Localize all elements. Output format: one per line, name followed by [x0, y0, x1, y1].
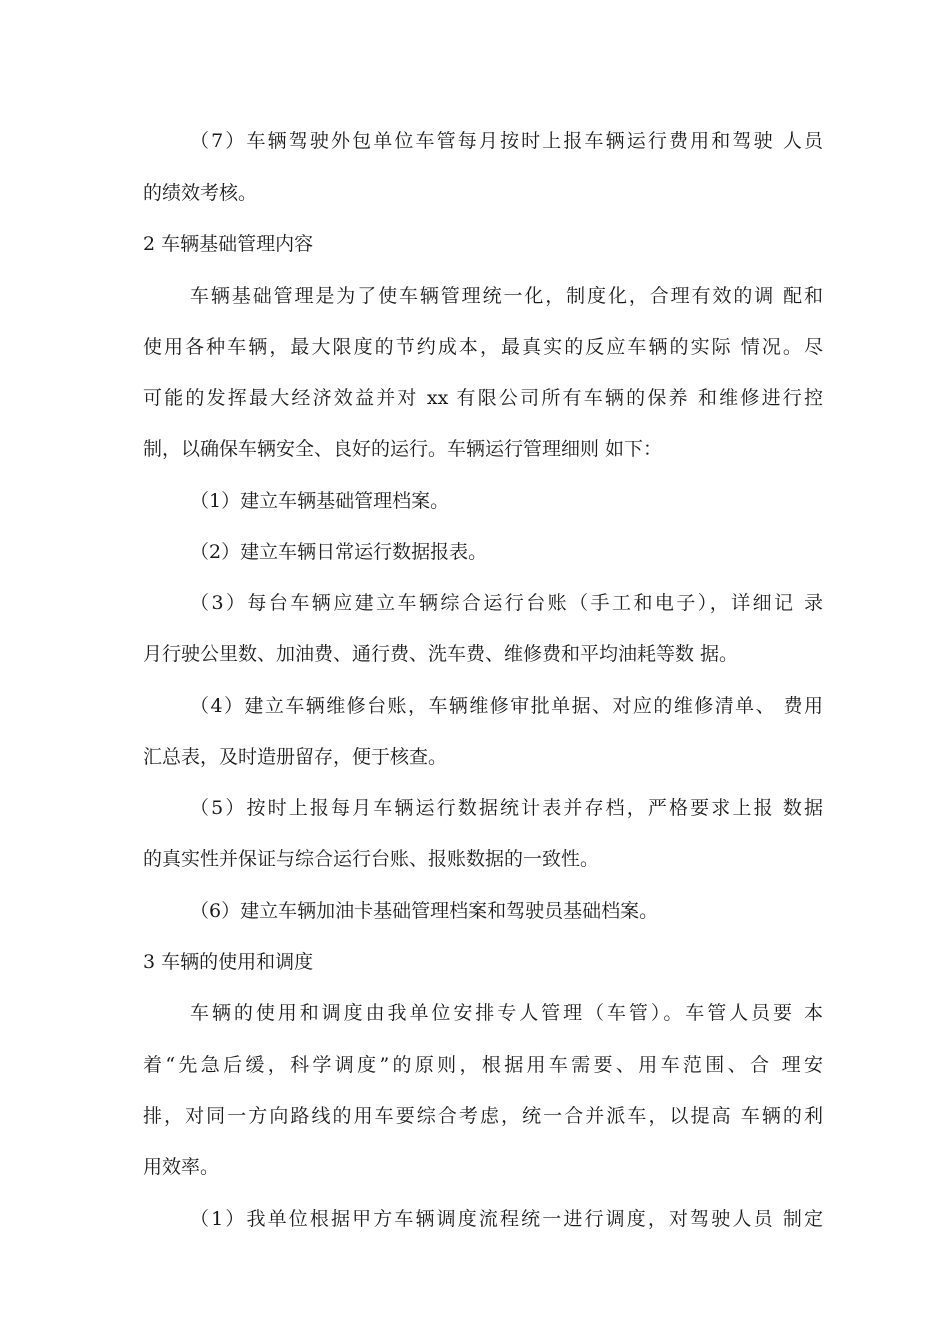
- section-3-para-line-2: 着“先急后缓，科学调度”的原则，根据用车需要、用车范围、合 理安: [143, 1054, 823, 1076]
- section-2-item-6: （6）建立车辆加油卡基础管理档案和驾驶员基础档案。: [190, 900, 659, 922]
- section-3-para-line-3: 排，对同一方向路线的用车要综合考虑，统一合并派车，以提高 车辆的利: [143, 1105, 823, 1127]
- item-7-line-2: 的绩效考核。: [143, 182, 258, 204]
- section-3-item-1-line-1: （1）我单位根据甲方车辆调度流程统一进行调度，对驾驶人员 制定: [190, 1208, 823, 1230]
- section-2-item-5-line-2: 的真实性并保证与综合运行台账、报账数据的一致性。: [143, 848, 600, 870]
- section-2-para-line-4: 制，以确保车辆安全、良好的运行。车辆运行管理细则 如下：: [143, 438, 663, 460]
- section-3-heading: 3 车辆的使用和调度: [143, 951, 314, 973]
- section-2-para-line-3: 可能的发挥最大经济效益并对 xx 有限公司所有车辆的保养 和维修进行控: [143, 387, 823, 409]
- section-2-item-5-line-1: （5）按时上报每月车辆运行数据统计表并存档，严格要求上报 数据: [190, 797, 823, 819]
- section-3-para-line-1: 车辆的使用和调度由我单位安排专人管理（车管）。车管人员要 本: [190, 1002, 823, 1024]
- section-2-item-1: （1）建立车辆基础管理档案。: [190, 490, 450, 512]
- item-7-line-1: （7）车辆驾驶外包单位车管每月按时上报车辆运行费用和驾驶 人员: [190, 130, 823, 152]
- section-2-item-4-line-1: （4）建立车辆维修台账，车辆维修审批单据、对应的维修清单、 费用: [190, 695, 823, 717]
- section-2-para-line-1: 车辆基础管理是为了使车辆管理统一化，制度化，合理有效的调 配和: [190, 285, 823, 307]
- section-2-item-2: （2）建立车辆日常运行数据报表。: [190, 541, 488, 563]
- section-2-heading: 2 车辆基础管理内容: [143, 233, 314, 255]
- section-2-para-line-2: 使用各种车辆，最大限度的节约成本，最真实的反应车辆的实际 情况。尽: [143, 336, 823, 358]
- section-3-para-line-4: 用效率。: [143, 1156, 220, 1178]
- section-2-item-4-line-2: 汇总表，及时造册留存，便于核查。: [143, 746, 448, 768]
- section-2-item-3-line-2: 月行驶公里数、加油费、通行费、洗车费、维修费和平均油耗等数 据。: [143, 643, 739, 665]
- section-2-item-3-line-1: （3）每台车辆应建立车辆综合运行台账（手工和电子），详细记 录: [190, 592, 823, 614]
